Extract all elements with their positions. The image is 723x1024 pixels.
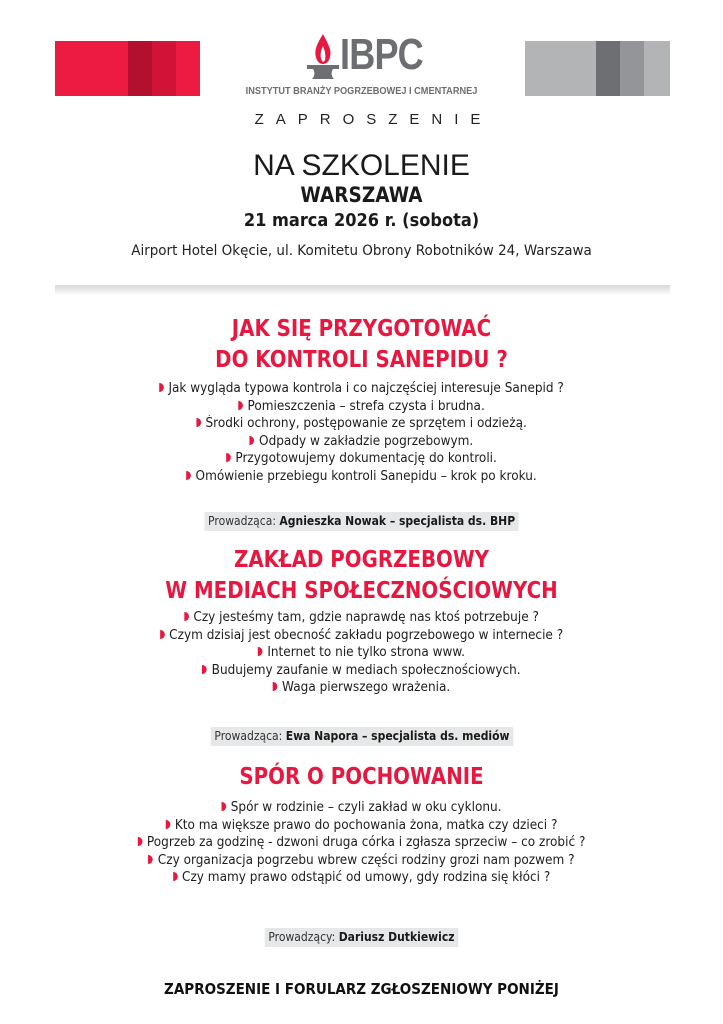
trainer-label: Prowadzący: xyxy=(268,930,336,944)
list-item-text: Czym dzisiaj jest obecność zakładu pogrzebowego w internecie ? xyxy=(169,627,564,643)
list-item-text: Kto ma większe prawo do pochowania żona, matka czy dzieci ? xyxy=(174,817,558,833)
event-date: 21 marca 2026 r. (sobota) xyxy=(243,210,480,231)
list-item-text: Budujemy zaufanie w mediach społecznościowych. xyxy=(211,662,521,678)
list-item-text: Omówienie przebiegu kontroli Sanepidu – krok po kroku. xyxy=(195,468,537,484)
list-item xyxy=(25,852,697,870)
list-item-text: Środki ochrony, postępowanie ze sprzętem i odzieżą. xyxy=(205,416,527,431)
topic-list xyxy=(0,799,723,887)
bullet-icon xyxy=(258,647,263,656)
section-title-line: JAK SIĘ PRZYGOTOWAĆ xyxy=(231,316,492,342)
trainer-label: Prowadząca: xyxy=(213,729,282,743)
bullet-icon xyxy=(273,682,278,691)
list-item xyxy=(25,415,697,433)
list-item-text: Czy mamy prawo odstąpić od umowy, gdy rodzina się kłóci ? xyxy=(182,870,551,885)
list-item xyxy=(25,468,697,486)
list-item-text: Czy jesteśmy tam, gdzie naprawdę nas ktoś potrzebuje ? xyxy=(193,610,539,625)
section-sanepid xyxy=(0,314,723,485)
list-item xyxy=(25,433,697,451)
list-item xyxy=(25,679,697,697)
logo-subtitle: INSTYTUT BRANŻY POGRZEBOWEJ I CMENTARNEJ xyxy=(245,86,478,97)
section-title xyxy=(51,545,673,607)
trainer-info xyxy=(0,510,723,531)
trainer-info xyxy=(0,926,723,947)
list-item xyxy=(25,817,697,835)
list-item xyxy=(25,644,697,662)
section-title-line: DO KONTROLI SANEPIDU ? xyxy=(215,347,508,373)
list-item xyxy=(25,450,697,468)
list-item xyxy=(25,627,697,645)
flame-urn-icon xyxy=(305,32,341,84)
trainer-name: Dariusz Dutkiewicz xyxy=(338,930,455,944)
section-title-line: SPÓR O POCHOWANIE xyxy=(239,764,484,790)
bullet-icon xyxy=(226,453,231,462)
list-item-text: Waga pierwszego wrażenia. xyxy=(282,680,451,695)
trainer-label: Prowadząca: xyxy=(207,514,276,528)
event-city: WARSZAWA xyxy=(300,183,423,207)
list-item-text: Odpady w zakładzie pogrzebowym. xyxy=(259,433,474,449)
list-item-text: Czy organizacja pogrzebu wbrew części rodziny grozi nam pozwem ? xyxy=(157,852,575,868)
invitation-kicker: ZAPROSZENIE xyxy=(254,111,493,128)
list-item-text: Internet to nie tylko strona www. xyxy=(267,645,465,660)
section-social-media xyxy=(0,545,723,697)
header-divider xyxy=(55,285,670,295)
list-item xyxy=(25,662,697,680)
bullet-icon xyxy=(149,855,154,864)
section-title xyxy=(51,314,673,376)
logo-wordmark: IBPC xyxy=(340,30,423,79)
trainer-name: Agnieszka Nowak – specjalista ds. BHP xyxy=(279,514,516,528)
bullet-icon xyxy=(221,802,226,811)
list-item-text: Jak wygląda typowa kontrola i co najczęściej interesuje Sanepid ? xyxy=(168,381,564,396)
section-title xyxy=(51,762,673,793)
list-item-text: Pomieszczenia – strefa czysta i brudna. xyxy=(247,398,485,414)
event-venue: Airport Hotel Okęcie, ul. Komitetu Obrony Robotników 24, Warszawa xyxy=(131,243,592,259)
list-item xyxy=(25,609,697,627)
bullet-icon xyxy=(173,872,178,881)
bullet-icon xyxy=(159,383,164,392)
bullet-icon xyxy=(196,418,201,427)
page-title: NA SZKOLENIE xyxy=(253,149,470,182)
section-burial-dispute xyxy=(0,762,723,887)
trainer-badge xyxy=(265,928,458,947)
list-item xyxy=(25,869,697,887)
list-item xyxy=(25,799,697,817)
registration-cta: ZAPROSZENIE I FORULARZ ZGŁOSZENIOWY PONIŻEJ xyxy=(164,980,559,998)
bullet-icon xyxy=(186,471,191,480)
topic-list xyxy=(0,609,723,697)
trainer-info xyxy=(0,725,723,746)
trainer-badge xyxy=(210,727,512,746)
section-title-line: W MEDIACH SPOŁECZNOŚCIOWYCH xyxy=(165,578,558,604)
trainer-badge xyxy=(204,512,518,531)
bullet-icon xyxy=(250,436,255,445)
trainer-name: Ewa Napora – specjalista ds. mediów xyxy=(285,729,510,743)
list-item-text: Przygotowujemy dokumentację do kontroli. xyxy=(235,451,497,466)
bullet-icon xyxy=(202,665,207,674)
list-item xyxy=(25,398,697,416)
list-item xyxy=(25,834,697,852)
topic-list xyxy=(0,380,723,485)
bullet-icon xyxy=(138,837,143,846)
bullet-icon xyxy=(160,630,165,639)
section-title-line: ZAKŁAD POGRZEBOWY xyxy=(234,547,489,573)
list-item xyxy=(25,380,697,398)
bullet-icon xyxy=(184,612,189,621)
list-item-text: Spór w rodzinie – czyli zakład w oku cyklonu. xyxy=(230,800,502,815)
list-item-text: Pogrzeb za godzinę - dzwoni druga córka i zgłasza sprzeciw – co zrobić ? xyxy=(146,835,586,850)
bullet-icon xyxy=(238,401,243,410)
bullet-icon xyxy=(166,820,171,829)
